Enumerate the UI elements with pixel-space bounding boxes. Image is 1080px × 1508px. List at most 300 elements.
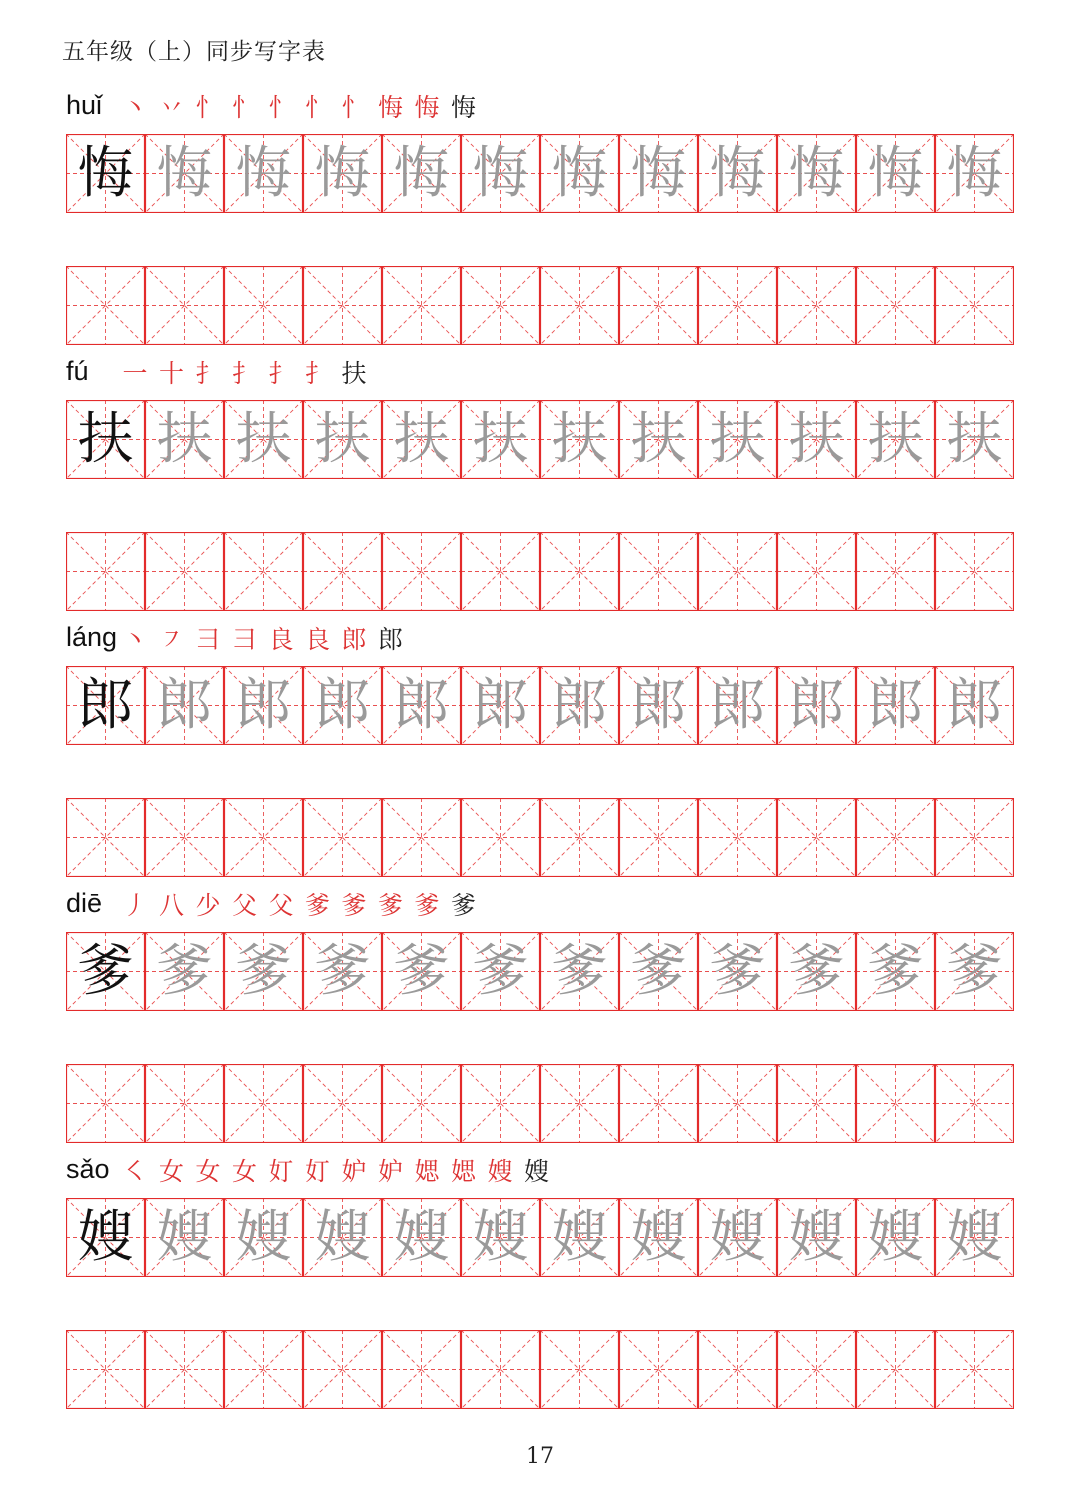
mi-grid-guide bbox=[66, 532, 145, 611]
practice-cell[interactable] bbox=[66, 532, 145, 611]
practice-cell[interactable] bbox=[66, 1064, 145, 1143]
mi-grid-guide bbox=[619, 532, 698, 611]
mi-grid-guide bbox=[145, 798, 224, 877]
tracing-cell[interactable] bbox=[698, 932, 777, 1011]
tracing-character: 扶 bbox=[314, 407, 371, 472]
mi-grid-guide bbox=[461, 532, 540, 611]
practice-cell[interactable] bbox=[382, 266, 461, 345]
practice-cell[interactable] bbox=[856, 1064, 935, 1143]
practice-cell[interactable] bbox=[303, 798, 382, 877]
stroke-step: 妒 bbox=[341, 1157, 367, 1186]
mi-grid-guide bbox=[935, 532, 1014, 611]
stroke-step: 忄 bbox=[231, 93, 257, 122]
stroke-step: 扌 bbox=[304, 359, 330, 388]
tracing-character: 嫂 bbox=[867, 1205, 924, 1270]
tracing-cell[interactable] bbox=[698, 400, 777, 479]
tracing-cell[interactable] bbox=[303, 932, 382, 1011]
tracing-character: 郎 bbox=[788, 673, 845, 738]
tracing-character: 爹 bbox=[156, 939, 213, 1004]
tracing-character: 扶 bbox=[156, 407, 213, 472]
pinyin-label: fú bbox=[66, 356, 89, 386]
tracing-character: 扶 bbox=[630, 407, 687, 472]
tracing-character: 扶 bbox=[235, 407, 292, 472]
tracing-row bbox=[66, 134, 1014, 213]
practice-cell[interactable] bbox=[461, 532, 540, 611]
tracing-character: 嫂 bbox=[472, 1205, 529, 1270]
tracing-character: 郎 bbox=[709, 673, 766, 738]
mi-grid-guide bbox=[540, 798, 619, 877]
tracing-character: 扶 bbox=[946, 407, 1003, 472]
tracing-cell[interactable] bbox=[145, 134, 224, 213]
practice-cell[interactable] bbox=[224, 532, 303, 611]
practice-cell[interactable] bbox=[303, 1064, 382, 1143]
mi-grid-guide bbox=[698, 1330, 777, 1409]
model-character: 爹 bbox=[77, 939, 134, 1004]
practice-cell[interactable] bbox=[303, 1330, 382, 1409]
stroke-step: 悔 bbox=[414, 93, 440, 122]
stroke-step: 彐 bbox=[231, 625, 257, 654]
stroke-step: 丷 bbox=[158, 93, 184, 122]
stroke-step: 父 bbox=[231, 891, 257, 920]
practice-cell[interactable] bbox=[145, 532, 224, 611]
stroke-step: 奵 bbox=[268, 1157, 294, 1186]
model-character-cell[interactable] bbox=[66, 134, 145, 213]
practice-cell[interactable] bbox=[540, 1064, 619, 1143]
tracing-cell[interactable] bbox=[935, 932, 1014, 1011]
practice-row bbox=[66, 266, 1014, 345]
mi-grid-guide bbox=[777, 532, 856, 611]
mi-grid-guide bbox=[619, 798, 698, 877]
stroke-step: 忄 bbox=[195, 93, 221, 122]
tracing-cell[interactable] bbox=[619, 134, 698, 213]
tracing-character: 悔 bbox=[156, 141, 213, 206]
stroke-step: 嫂 bbox=[487, 1157, 513, 1186]
practice-cell[interactable] bbox=[619, 532, 698, 611]
pinyin-label: huǐ bbox=[66, 90, 103, 120]
mi-grid-guide bbox=[698, 532, 777, 611]
tracing-cell[interactable] bbox=[224, 1198, 303, 1277]
mi-grid-guide bbox=[66, 266, 145, 345]
tracing-character: 扶 bbox=[393, 407, 450, 472]
stroke-step: 悔 bbox=[450, 93, 476, 122]
tracing-character: 爹 bbox=[867, 939, 924, 1004]
stroke-step: 爹 bbox=[377, 891, 403, 920]
tracing-cell[interactable] bbox=[856, 932, 935, 1011]
practice-cell[interactable] bbox=[66, 1330, 145, 1409]
mi-grid-guide bbox=[303, 1330, 382, 1409]
tracing-cell[interactable] bbox=[461, 134, 540, 213]
mi-grid-guide bbox=[856, 798, 935, 877]
model-character: 郎 bbox=[77, 673, 134, 738]
mi-grid-guide bbox=[303, 266, 382, 345]
practice-cell[interactable] bbox=[224, 266, 303, 345]
tracing-cell[interactable] bbox=[540, 666, 619, 745]
stroke-step: 奵 bbox=[304, 1157, 330, 1186]
mi-grid-guide bbox=[619, 1064, 698, 1143]
practice-cell[interactable] bbox=[145, 798, 224, 877]
tracing-cell[interactable] bbox=[540, 1198, 619, 1277]
tracing-character: 郎 bbox=[551, 673, 608, 738]
practice-cell[interactable] bbox=[224, 798, 303, 877]
mi-grid-guide bbox=[461, 1330, 540, 1409]
mi-grid-guide bbox=[540, 1064, 619, 1143]
practice-cell[interactable] bbox=[935, 266, 1014, 345]
mi-grid-guide bbox=[145, 532, 224, 611]
stroke-step: 爹 bbox=[414, 891, 440, 920]
tracing-character: 爹 bbox=[393, 939, 450, 1004]
stroke-step: 忄 bbox=[304, 93, 330, 122]
stroke-step: ㇛ bbox=[122, 1157, 148, 1186]
mi-grid-guide bbox=[303, 798, 382, 877]
practice-cell[interactable] bbox=[145, 266, 224, 345]
tracing-character: 扶 bbox=[709, 407, 766, 472]
stroke-step: 丶 bbox=[122, 93, 148, 122]
practice-cell[interactable] bbox=[935, 1064, 1014, 1143]
tracing-character: 郎 bbox=[630, 673, 687, 738]
practice-cell[interactable] bbox=[540, 266, 619, 345]
mi-grid-guide bbox=[777, 1064, 856, 1143]
model-character: 悔 bbox=[77, 141, 134, 206]
tracing-cell[interactable] bbox=[777, 932, 856, 1011]
tracing-cell[interactable] bbox=[303, 134, 382, 213]
stroke-step: 女 bbox=[231, 1157, 257, 1186]
tracing-cell[interactable] bbox=[461, 400, 540, 479]
practice-row bbox=[66, 1330, 1014, 1409]
tracing-character: 爹 bbox=[551, 939, 608, 1004]
mi-grid-guide bbox=[777, 1330, 856, 1409]
practice-row bbox=[66, 532, 1014, 611]
tracing-cell[interactable] bbox=[619, 1198, 698, 1277]
mi-grid-guide bbox=[224, 1064, 303, 1143]
tracing-cell[interactable] bbox=[856, 1198, 935, 1277]
practice-cell[interactable] bbox=[303, 532, 382, 611]
practice-cell[interactable] bbox=[698, 266, 777, 345]
mi-grid-guide bbox=[856, 1330, 935, 1409]
tracing-character: 爹 bbox=[630, 939, 687, 1004]
stroke-step: 八 bbox=[158, 891, 184, 920]
tracing-character: 悔 bbox=[314, 141, 371, 206]
mi-grid-guide bbox=[540, 1330, 619, 1409]
tracing-character: 嫂 bbox=[314, 1205, 371, 1270]
practice-cell[interactable] bbox=[66, 266, 145, 345]
stroke-step: 良 bbox=[268, 625, 294, 654]
tracing-character: 爹 bbox=[709, 939, 766, 1004]
mi-grid-guide bbox=[856, 1064, 935, 1143]
tracing-cell[interactable] bbox=[777, 666, 856, 745]
pinyin-label: diē bbox=[66, 888, 103, 918]
practice-cell[interactable] bbox=[461, 798, 540, 877]
tracing-character: 郎 bbox=[235, 673, 292, 738]
practice-cell[interactable] bbox=[935, 798, 1014, 877]
mi-grid-guide bbox=[145, 1064, 224, 1143]
tracing-cell[interactable] bbox=[935, 134, 1014, 213]
mi-grid-guide bbox=[698, 1064, 777, 1143]
tracing-character: 嫂 bbox=[235, 1205, 292, 1270]
practice-cell[interactable] bbox=[382, 1330, 461, 1409]
model-character-cell[interactable] bbox=[66, 400, 145, 479]
tracing-character: 嫂 bbox=[788, 1205, 845, 1270]
practice-cell[interactable] bbox=[382, 532, 461, 611]
tracing-row bbox=[66, 1198, 1014, 1277]
mi-grid-guide bbox=[619, 266, 698, 345]
stroke-step: 郎 bbox=[377, 625, 403, 654]
mi-grid-guide bbox=[224, 532, 303, 611]
stroke-step: 父 bbox=[268, 891, 294, 920]
mi-grid-guide bbox=[698, 798, 777, 877]
stroke-step: 扌 bbox=[268, 359, 294, 388]
mi-grid-guide bbox=[856, 532, 935, 611]
tracing-character: 悔 bbox=[709, 141, 766, 206]
stroke-step: 一 bbox=[122, 359, 148, 388]
tracing-cell[interactable] bbox=[303, 666, 382, 745]
tracing-character: 悔 bbox=[551, 141, 608, 206]
mi-grid-guide bbox=[382, 1330, 461, 1409]
tracing-character: 扶 bbox=[867, 407, 924, 472]
tracing-character: 郎 bbox=[867, 673, 924, 738]
tracing-character: 嫂 bbox=[946, 1205, 1003, 1270]
practice-cell[interactable] bbox=[540, 532, 619, 611]
mi-grid-guide bbox=[698, 266, 777, 345]
mi-grid-guide bbox=[382, 266, 461, 345]
tracing-character: 爹 bbox=[314, 939, 371, 1004]
tracing-cell[interactable] bbox=[382, 1198, 461, 1277]
model-character-cell[interactable] bbox=[66, 932, 145, 1011]
mi-grid-guide bbox=[777, 798, 856, 877]
practice-cell[interactable] bbox=[145, 1064, 224, 1143]
tracing-character: 郎 bbox=[393, 673, 450, 738]
practice-cell[interactable] bbox=[145, 1330, 224, 1409]
tracing-cell[interactable] bbox=[303, 400, 382, 479]
mi-grid-guide bbox=[303, 532, 382, 611]
tracing-character: 嫂 bbox=[551, 1205, 608, 1270]
tracing-cell[interactable] bbox=[935, 400, 1014, 479]
tracing-cell[interactable] bbox=[145, 932, 224, 1011]
practice-cell[interactable] bbox=[619, 1330, 698, 1409]
tracing-character: 郎 bbox=[472, 673, 529, 738]
mi-grid-guide bbox=[935, 1330, 1014, 1409]
tracing-cell[interactable] bbox=[145, 400, 224, 479]
practice-cell[interactable] bbox=[698, 1330, 777, 1409]
practice-cell[interactable] bbox=[619, 798, 698, 877]
mi-grid-guide bbox=[145, 1330, 224, 1409]
stroke-step: 彐 bbox=[195, 625, 221, 654]
stroke-step: 妒 bbox=[377, 1157, 403, 1186]
tracing-character: 嫂 bbox=[393, 1205, 450, 1270]
mi-grid-guide bbox=[66, 1064, 145, 1143]
practice-cell[interactable] bbox=[619, 1064, 698, 1143]
pinyin-label: sǎo bbox=[66, 1154, 110, 1184]
tracing-cell[interactable] bbox=[856, 666, 935, 745]
practice-cell[interactable] bbox=[935, 532, 1014, 611]
tracing-cell[interactable] bbox=[856, 134, 935, 213]
practice-cell[interactable] bbox=[856, 1330, 935, 1409]
practice-cell[interactable] bbox=[619, 266, 698, 345]
tracing-character: 扶 bbox=[472, 407, 529, 472]
mi-grid-guide bbox=[224, 266, 303, 345]
page-number: 17 bbox=[526, 1444, 554, 1469]
model-character: 嫂 bbox=[77, 1205, 134, 1270]
stroke-step: 丿 bbox=[122, 891, 148, 920]
tracing-cell[interactable] bbox=[619, 400, 698, 479]
stroke-step: 嫂 bbox=[523, 1157, 549, 1186]
practice-cell[interactable] bbox=[461, 1330, 540, 1409]
stroke-step: 爹 bbox=[341, 891, 367, 920]
stroke-step: 扌 bbox=[231, 359, 257, 388]
stroke-step: 郎 bbox=[341, 625, 367, 654]
tracing-cell[interactable] bbox=[461, 932, 540, 1011]
tracing-cell[interactable] bbox=[777, 1198, 856, 1277]
mi-grid-guide bbox=[145, 266, 224, 345]
practice-row bbox=[66, 798, 1014, 877]
practice-cell[interactable] bbox=[698, 532, 777, 611]
practice-cell[interactable] bbox=[224, 1064, 303, 1143]
pinyin-label: láng bbox=[66, 622, 118, 652]
tracing-cell[interactable] bbox=[935, 1198, 1014, 1277]
mi-grid-guide bbox=[619, 1330, 698, 1409]
tracing-cell[interactable] bbox=[382, 134, 461, 213]
stroke-step: 媤 bbox=[450, 1157, 476, 1186]
mi-grid-guide bbox=[224, 798, 303, 877]
tracing-cell[interactable] bbox=[619, 932, 698, 1011]
practice-cell[interactable] bbox=[777, 1330, 856, 1409]
tracing-cell[interactable] bbox=[145, 1198, 224, 1277]
stroke-step: 爹 bbox=[450, 891, 476, 920]
tracing-row bbox=[66, 666, 1014, 745]
stroke-step: 女 bbox=[195, 1157, 221, 1186]
practice-cell[interactable] bbox=[777, 532, 856, 611]
stroke-step: 爹 bbox=[304, 891, 330, 920]
tracing-character: 爹 bbox=[946, 939, 1003, 1004]
practice-cell[interactable] bbox=[66, 798, 145, 877]
practice-cell[interactable] bbox=[461, 1064, 540, 1143]
tracing-cell[interactable] bbox=[777, 400, 856, 479]
mi-grid-guide bbox=[224, 1330, 303, 1409]
mi-grid-guide bbox=[540, 532, 619, 611]
tracing-character: 郎 bbox=[156, 673, 213, 738]
tracing-character: 嫂 bbox=[709, 1205, 766, 1270]
practice-cell[interactable] bbox=[777, 1064, 856, 1143]
tracing-character: 爹 bbox=[235, 939, 292, 1004]
practice-cell[interactable] bbox=[777, 798, 856, 877]
tracing-character: 悔 bbox=[472, 141, 529, 206]
page-title: 五年级（上）同步写字表 bbox=[62, 39, 326, 65]
stroke-step: 忄 bbox=[268, 93, 294, 122]
tracing-cell[interactable] bbox=[224, 134, 303, 213]
practice-row bbox=[66, 1064, 1014, 1143]
stroke-step: 良 bbox=[304, 625, 330, 654]
stroke-step: 女 bbox=[158, 1157, 184, 1186]
tracing-cell[interactable] bbox=[382, 932, 461, 1011]
practice-cell[interactable] bbox=[382, 1064, 461, 1143]
tracing-character: 扶 bbox=[788, 407, 845, 472]
tracing-cell[interactable] bbox=[540, 134, 619, 213]
mi-grid-guide bbox=[461, 1064, 540, 1143]
tracing-character: 嫂 bbox=[156, 1205, 213, 1270]
stroke-step: 悔 bbox=[377, 93, 403, 122]
mi-grid-guide bbox=[382, 1064, 461, 1143]
tracing-character: 悔 bbox=[393, 141, 450, 206]
practice-cell[interactable] bbox=[856, 532, 935, 611]
tracing-character: 悔 bbox=[235, 141, 292, 206]
tracing-character: 爹 bbox=[788, 939, 845, 1004]
practice-cell[interactable] bbox=[935, 1330, 1014, 1409]
practice-cell[interactable] bbox=[303, 266, 382, 345]
stroke-step: 媤 bbox=[414, 1157, 440, 1186]
tracing-character: 嫂 bbox=[630, 1205, 687, 1270]
tracing-character: 悔 bbox=[867, 141, 924, 206]
tracing-character: 爹 bbox=[472, 939, 529, 1004]
tracing-character: 悔 bbox=[788, 141, 845, 206]
tracing-row bbox=[66, 400, 1014, 479]
tracing-cell[interactable] bbox=[224, 932, 303, 1011]
mi-grid-guide bbox=[66, 1330, 145, 1409]
practice-cell[interactable] bbox=[461, 266, 540, 345]
stroke-step: 丶 bbox=[122, 625, 148, 654]
mi-grid-guide bbox=[66, 798, 145, 877]
tracing-row bbox=[66, 932, 1014, 1011]
stroke-step: 扶 bbox=[341, 359, 367, 388]
tracing-cell[interactable] bbox=[856, 400, 935, 479]
tracing-cell[interactable] bbox=[303, 1198, 382, 1277]
tracing-character: 郎 bbox=[314, 673, 371, 738]
tracing-cell[interactable] bbox=[777, 134, 856, 213]
mi-grid-guide bbox=[777, 266, 856, 345]
mi-grid-guide bbox=[461, 798, 540, 877]
mi-grid-guide bbox=[461, 266, 540, 345]
tracing-cell[interactable] bbox=[935, 666, 1014, 745]
tracing-cell[interactable] bbox=[382, 666, 461, 745]
practice-cell[interactable] bbox=[777, 266, 856, 345]
tracing-cell[interactable] bbox=[698, 134, 777, 213]
tracing-cell[interactable] bbox=[224, 666, 303, 745]
practice-cell[interactable] bbox=[856, 266, 935, 345]
practice-cell[interactable] bbox=[224, 1330, 303, 1409]
tracing-cell[interactable] bbox=[698, 666, 777, 745]
model-character-cell[interactable] bbox=[66, 1198, 145, 1277]
tracing-cell[interactable] bbox=[698, 1198, 777, 1277]
tracing-cell[interactable] bbox=[540, 932, 619, 1011]
practice-cell[interactable] bbox=[698, 1064, 777, 1143]
tracing-character: 悔 bbox=[946, 141, 1003, 206]
tracing-cell[interactable] bbox=[619, 666, 698, 745]
tracing-cell[interactable] bbox=[224, 400, 303, 479]
practice-cell[interactable] bbox=[698, 798, 777, 877]
tracing-cell[interactable] bbox=[382, 400, 461, 479]
tracing-cell[interactable] bbox=[145, 666, 224, 745]
tracing-cell[interactable] bbox=[461, 666, 540, 745]
tracing-character: 郎 bbox=[946, 673, 1003, 738]
practice-cell[interactable] bbox=[856, 798, 935, 877]
mi-grid-guide bbox=[382, 798, 461, 877]
model-character-cell[interactable] bbox=[66, 666, 145, 745]
practice-cell[interactable] bbox=[540, 798, 619, 877]
stroke-step: 扌 bbox=[195, 359, 221, 388]
tracing-character: 扶 bbox=[551, 407, 608, 472]
stroke-step: 忄 bbox=[341, 93, 367, 122]
mi-grid-guide bbox=[540, 266, 619, 345]
mi-grid-guide bbox=[303, 1064, 382, 1143]
mi-grid-guide bbox=[935, 266, 1014, 345]
stroke-step: 十 bbox=[158, 359, 184, 388]
tracing-cell[interactable] bbox=[540, 400, 619, 479]
practice-cell[interactable] bbox=[382, 798, 461, 877]
mi-grid-guide bbox=[382, 532, 461, 611]
tracing-cell[interactable] bbox=[461, 1198, 540, 1277]
mi-grid-guide bbox=[935, 798, 1014, 877]
practice-cell[interactable] bbox=[540, 1330, 619, 1409]
mi-grid-guide bbox=[935, 1064, 1014, 1143]
stroke-step: ㇇ bbox=[158, 625, 184, 654]
